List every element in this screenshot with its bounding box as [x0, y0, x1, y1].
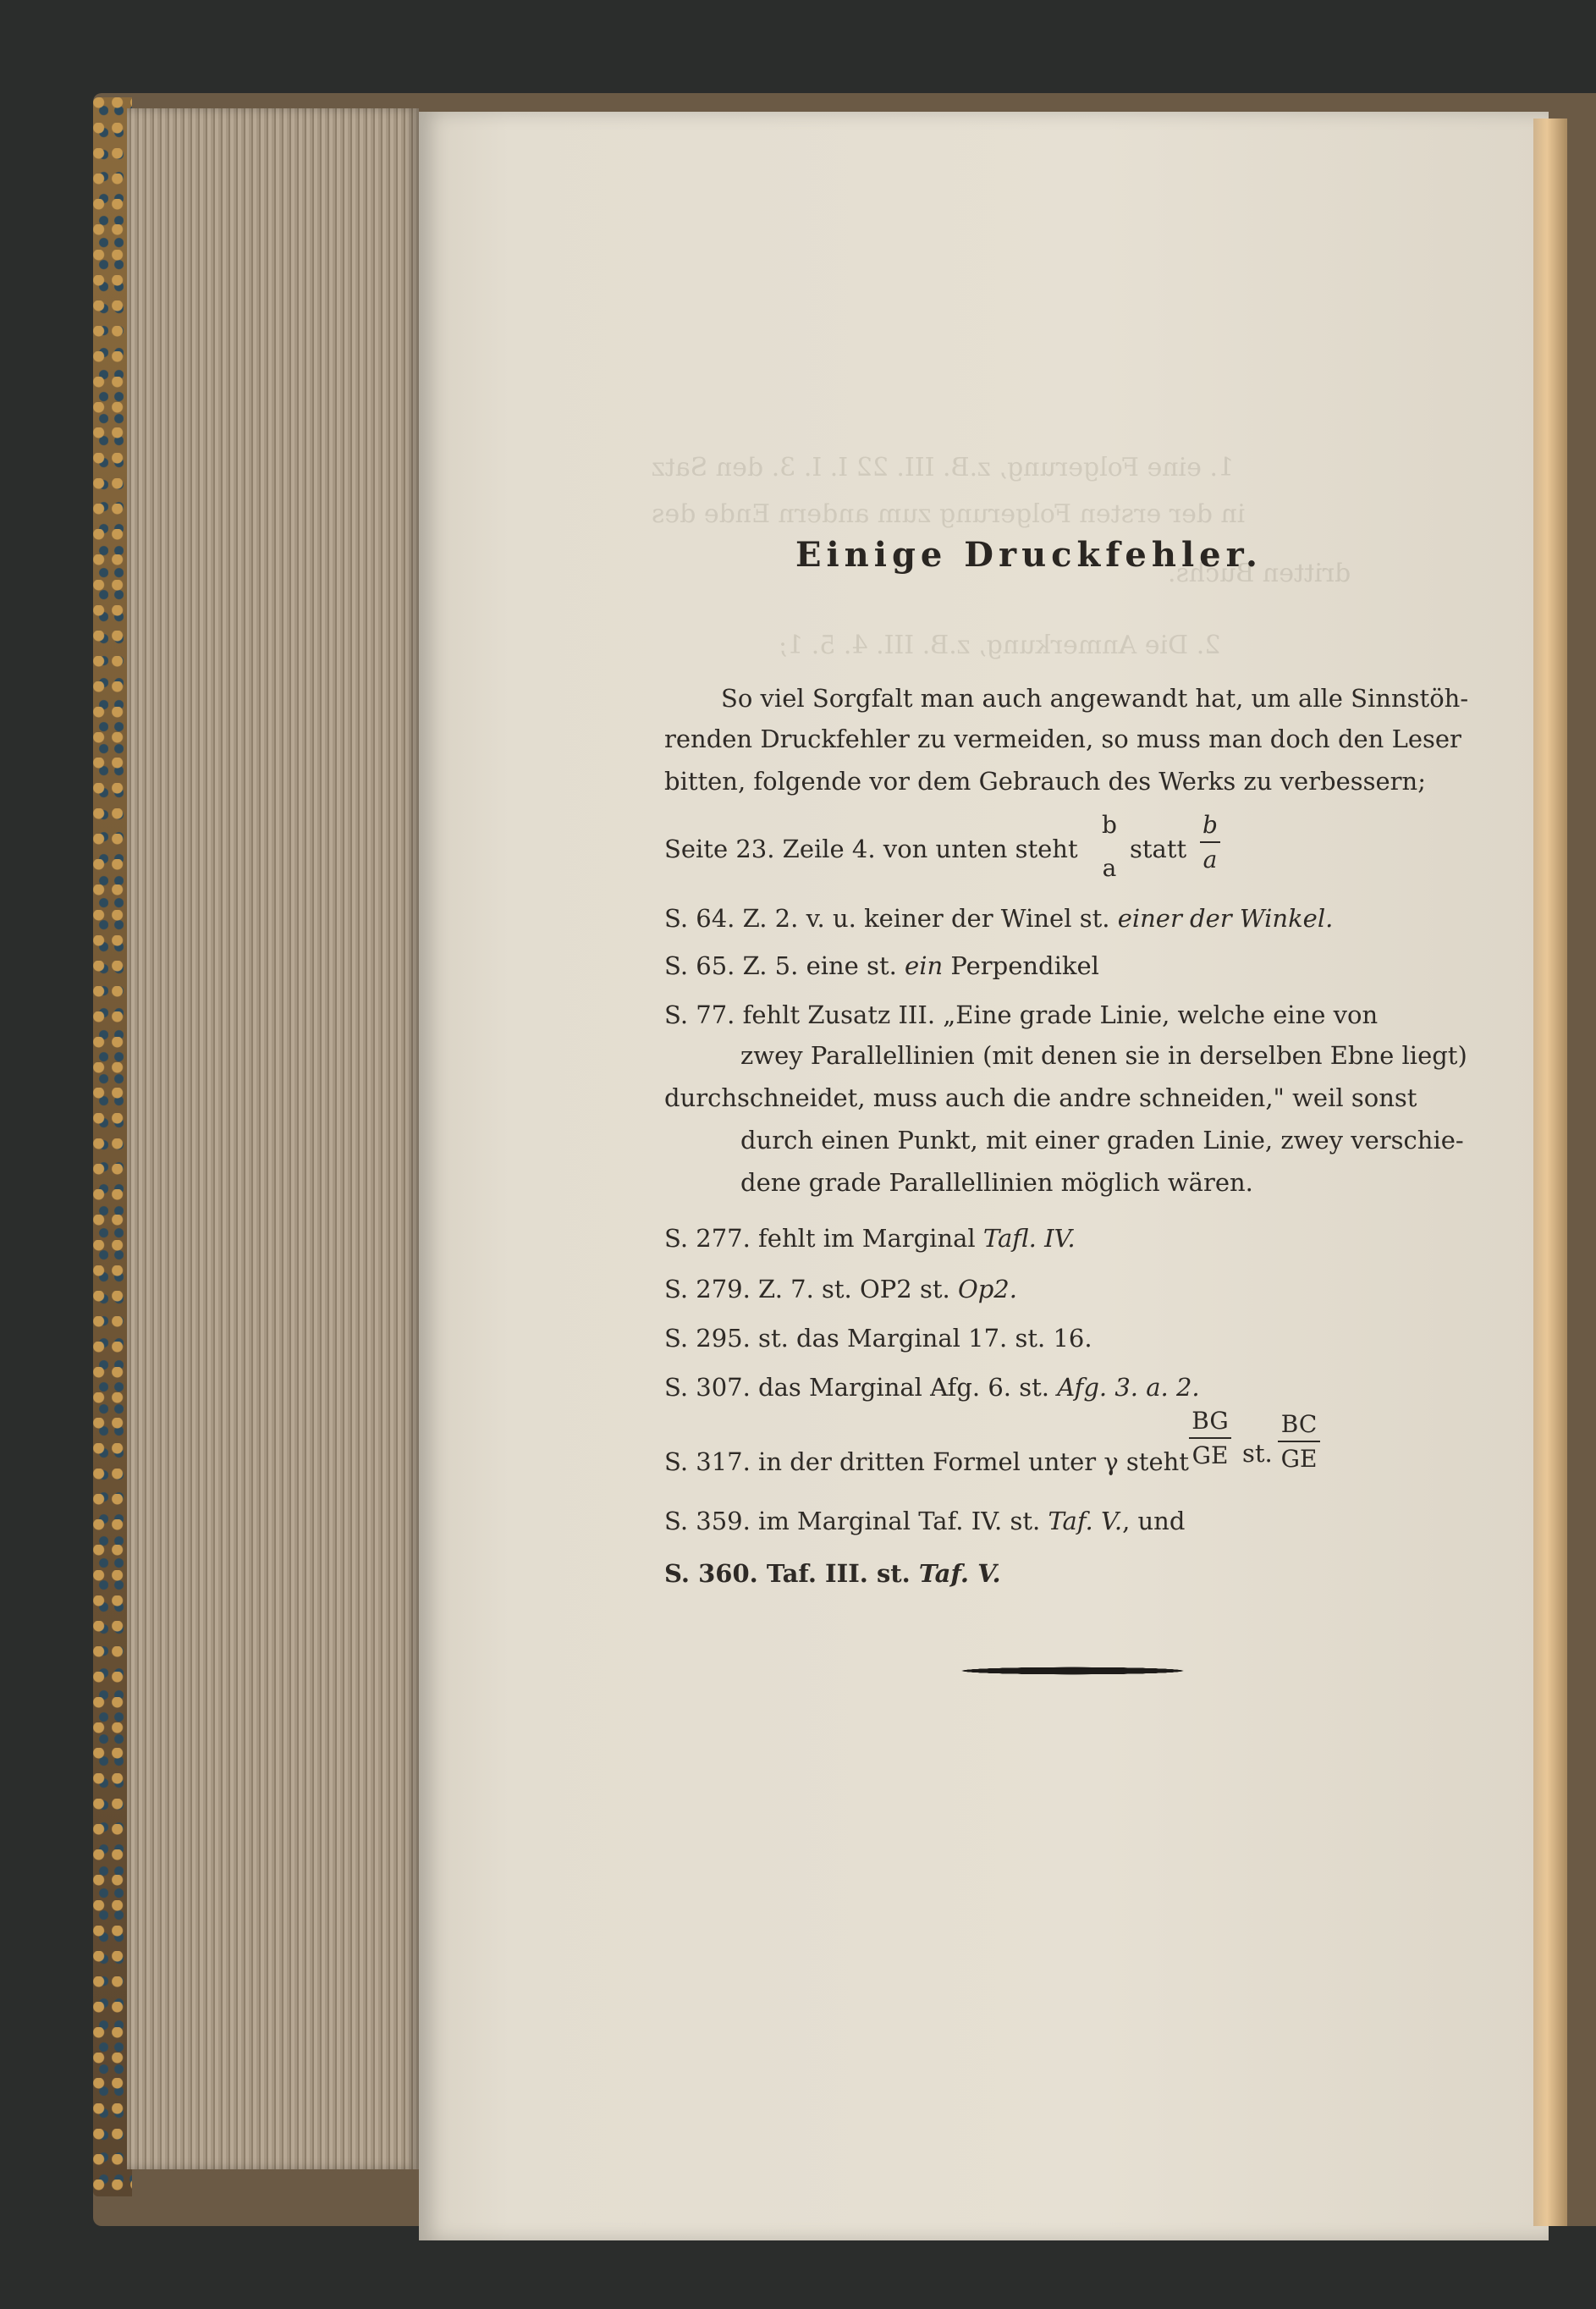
- fraction-denominator: a: [1203, 846, 1218, 873]
- erratum-text: S. 317. in der dritten Formel unter γ steht: [664, 1447, 1189, 1476]
- erratum-correction: Afg. 3. a. 2.: [1057, 1373, 1200, 1402]
- bleed-line: in der ersten Folgerung zum andern Ende des: [652, 499, 1246, 529]
- erratum-correction: Taf. V.: [1048, 1507, 1123, 1535]
- fraction-numerator: BG: [1191, 1407, 1229, 1435]
- erratum-line: [664, 1275, 1017, 1303]
- erratum-correction: ein: [905, 951, 944, 980]
- erratum-line: [664, 1373, 1200, 1402]
- intro-line: So viel Sorgfalt man auch angewandt hat, um alle Sinnstöh-: [721, 684, 1469, 713]
- page-fore-edge: [1533, 118, 1567, 2226]
- erratum-line: [664, 951, 1099, 980]
- page-title: Einige Druckfehler.: [795, 535, 1263, 575]
- erratum-line: [664, 1559, 1001, 1588]
- erratum-text: S. 295. st. das Marginal 17. st. 16.: [664, 1324, 1092, 1353]
- fraction-bar: [1278, 1441, 1320, 1442]
- erratum-line: [664, 1507, 1185, 1535]
- fraction-denominator: GE: [1191, 1441, 1229, 1469]
- erratum-text: S. 64. Z. 2. v. u. keiner der Winel st.: [664, 904, 1110, 933]
- erratum-text: Seite 23. Zeile 4. von unten steht: [664, 835, 1078, 863]
- fraction: [1100, 811, 1119, 882]
- intro-line: bitten, folgende vor dem Gebrauch des Werks zu verbessern;: [664, 767, 1426, 796]
- fraction-numerator: b: [1102, 811, 1117, 839]
- bleed-line: 2. Die Anmerkung, z.B. III. 4. 5. 1;: [779, 631, 1221, 660]
- erratum-correction: Taf. V.: [918, 1559, 1001, 1588]
- bleed-line: dritten Buchs.: [1168, 559, 1351, 588]
- erratum-text: st.: [1242, 1439, 1273, 1468]
- fraction-numerator: b: [1203, 811, 1218, 839]
- erratum-text: S. 277. fehlt im Marginal: [664, 1224, 976, 1253]
- fraction-bar: [1189, 1437, 1231, 1439]
- page-block-edge: [127, 108, 419, 2169]
- erratum-text: dene grade Parallellinien möglich wären.: [740, 1168, 1253, 1197]
- erratum-text: Perpendikel: [950, 951, 1099, 980]
- erratum-text: S. 307. das Marginal Afg. 6. st.: [664, 1373, 1049, 1402]
- intro-line: renden Druckfehler zu vermeiden, so muss man doch den Leser: [664, 725, 1461, 753]
- erratum-line: [664, 1224, 1076, 1253]
- erratum-correction: Op2.: [957, 1275, 1017, 1303]
- fraction-denominator: GE: [1280, 1445, 1318, 1473]
- erratum-correction: einer der Winkel.: [1117, 904, 1334, 933]
- erratum-text: S. 360. Taf. III. st.: [664, 1559, 911, 1588]
- fraction-bar: [1200, 841, 1220, 843]
- erratum-text: durchschneidet, muss auch die andre schneiden," weil sonst: [664, 1083, 1417, 1112]
- erratum-line: [664, 904, 1333, 933]
- fraction-numerator: BC: [1280, 1410, 1318, 1438]
- background-top: [0, 0, 1596, 93]
- erratum-text: zwey Parallellinien (mit denen sie in derselben Ebne liegt): [740, 1041, 1467, 1070]
- erratum-text: durch einen Punkt, mit einer graden Linie, zwey verschie-: [740, 1126, 1464, 1154]
- fraction-denominator: a: [1102, 854, 1117, 882]
- bleed-line: 1. eine Folgerung, z.B. III. 22 I. I. 3. den Satz: [652, 453, 1235, 482]
- fraction: [1278, 1410, 1320, 1473]
- erratum-text: S. 77. fehlt Zusatz III. „Eine grade Linie, welche eine von: [664, 1000, 1379, 1029]
- fraction: [1200, 811, 1220, 873]
- erratum-text: S. 65. Z. 5. eine st.: [664, 951, 897, 980]
- end-ornament-rule: [944, 1667, 1202, 1675]
- erratum-correction: Tafl. IV.: [982, 1224, 1076, 1253]
- erratum-text: S. 359. im Marginal Taf. IV. st.: [664, 1507, 1041, 1535]
- erratum-text: S. 279. Z. 7. st. OP2 st.: [664, 1275, 950, 1303]
- erratum-text: , und: [1122, 1507, 1186, 1535]
- erratum-text: statt: [1130, 835, 1187, 863]
- fraction: [1189, 1407, 1231, 1469]
